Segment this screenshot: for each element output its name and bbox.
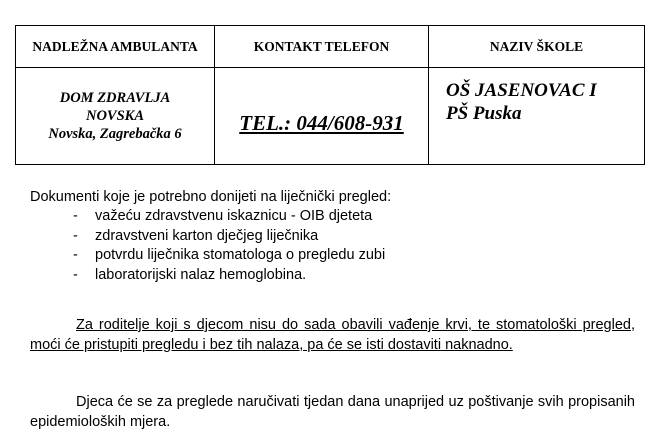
ambulanta-cell — [16, 68, 215, 165]
documents-intro: Dokumenti koje je potrebno donijeti na liječnički pregled: — [30, 189, 392, 205]
header-ambulanta: NADLEŽNA AMBULANTA — [16, 26, 215, 68]
skola-cell — [429, 68, 645, 165]
telefon-number: TEL.: 044/608-931 — [239, 110, 404, 135]
skola-branch: PŠ Puska — [446, 103, 522, 124]
table-header-row — [16, 26, 645, 68]
list-item: - potvrdu liječnika stomatologa o pregledu zubi — [73, 246, 385, 266]
note-paragraph-scheduling: Djeca će se za preglede naručivati tjedan dana unaprijed uz poštivanje svih propisanih epidemioloških mjera. — [30, 394, 635, 430]
table-row — [16, 68, 645, 165]
list-item: - važeću zdravstvenu iskaznicu - OIB djeteta — [73, 207, 385, 227]
note-paragraph-blood-test: Za roditelje koji s djecom nisu do sada obavili vađenje krvi, te stomatološki pregled, moći će pristupiti pregledu i bez tih nalaza, pa će se isti dostaviti naknadno. — [30, 317, 635, 353]
info-table — [15, 25, 645, 165]
documents-list — [73, 207, 385, 285]
header-kontakt-telefon: KONTAKT TELEFON — [215, 26, 429, 68]
list-item: - laboratorijski nalaz hemoglobina. — [73, 266, 385, 286]
telefon-cell — [215, 68, 429, 165]
skola-name: OŠ JASENOVAC I — [446, 80, 597, 101]
ambulanta-address: Novska, Zagrebačka 6 — [48, 126, 182, 142]
list-item: - zdravstveni karton dječjeg liječnika — [73, 227, 385, 247]
header-naziv-skole: NAZIV ŠKOLE — [429, 26, 645, 68]
ambulanta-name-line2: NOVSKA — [85, 108, 145, 124]
ambulanta-name-line1: DOM ZDRAVLJA — [59, 90, 171, 106]
